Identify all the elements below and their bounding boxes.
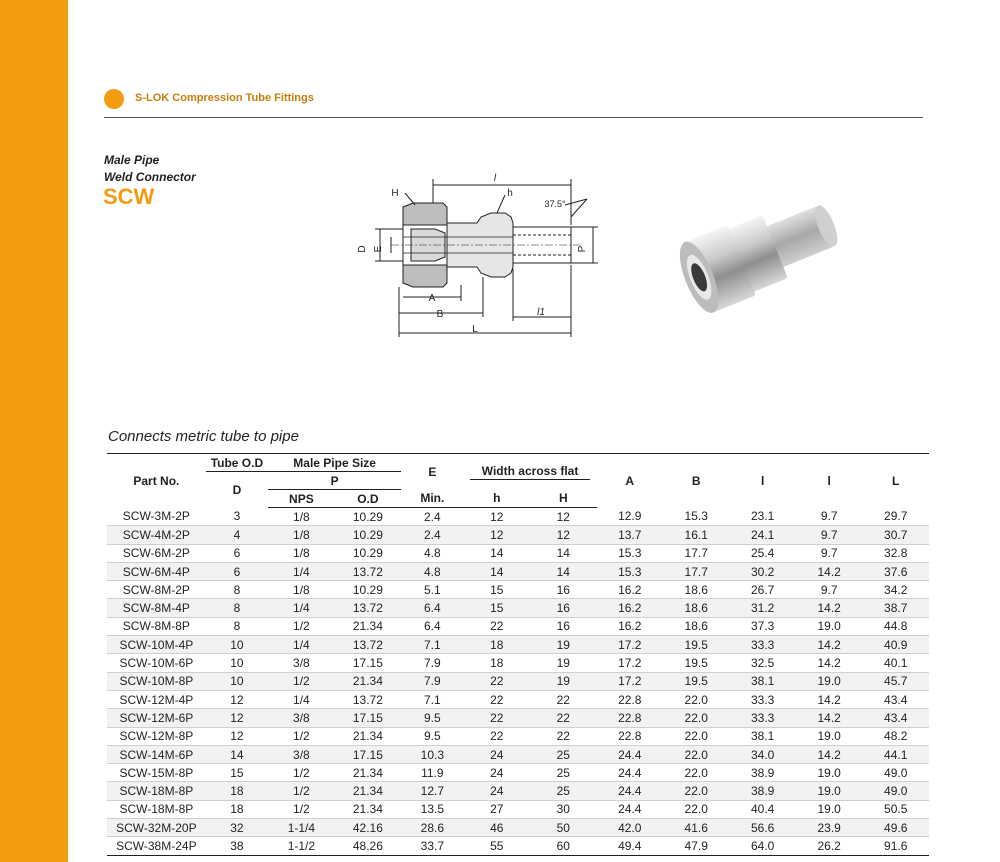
table-cell: 12 xyxy=(530,526,596,544)
table-cell: 50.5 xyxy=(862,800,929,818)
table-cell: 56.6 xyxy=(729,819,795,837)
table-cell: 12.9 xyxy=(597,508,663,526)
table-cell: 10.3 xyxy=(401,745,463,763)
table-cell: 22.0 xyxy=(663,800,729,818)
table-cell: 22.0 xyxy=(663,709,729,727)
col-l1: l xyxy=(827,473,831,488)
table-cell: 16 xyxy=(530,581,596,599)
table-cell: 42.16 xyxy=(335,819,401,837)
table-cell: 3/8 xyxy=(268,745,334,763)
table-cell: 1/2 xyxy=(268,782,334,800)
table-cell: 1/4 xyxy=(268,636,334,654)
col-l-small: l xyxy=(761,473,765,488)
table-cell: 49.4 xyxy=(597,837,663,855)
table-cell: 14 xyxy=(464,544,530,562)
part-number-cell: SCW-3M-2P xyxy=(107,508,206,526)
table-cell: 22 xyxy=(464,617,530,635)
table-cell: 49.0 xyxy=(862,764,929,782)
table-cell: 13.5 xyxy=(401,800,463,818)
table-cell: 6 xyxy=(206,562,268,580)
part-number-cell: SCW-4M-2P xyxy=(107,526,206,544)
table-cell: 22 xyxy=(464,727,530,745)
col-male-pipe-size: Male Pipe Size xyxy=(268,454,401,472)
table-cell: 8 xyxy=(206,581,268,599)
table-cell: 33.7 xyxy=(401,837,463,855)
part-number-cell: SCW-12M-6P xyxy=(107,709,206,727)
table-cell: 31.2 xyxy=(729,599,795,617)
table-cell: 22 xyxy=(464,672,530,690)
table-cell: 21.34 xyxy=(335,800,401,818)
table-cell: 18 xyxy=(206,800,268,818)
label-H: H xyxy=(391,188,399,199)
table-cell: 1/4 xyxy=(268,690,334,708)
table-cell: 49.6 xyxy=(862,819,929,837)
table-cell: 21.34 xyxy=(335,782,401,800)
table-cell: 17.2 xyxy=(597,654,663,672)
table-cell: 12 xyxy=(464,526,530,544)
table-cell: 10.29 xyxy=(335,581,401,599)
table-cell: 9.7 xyxy=(796,508,862,526)
col-part-no: Part No. xyxy=(133,473,180,488)
table-cell: 19.0 xyxy=(796,782,862,800)
part-number-cell: SCW-8M-4P xyxy=(107,599,206,617)
table-cell: 1/2 xyxy=(268,800,334,818)
table-cell: 10.29 xyxy=(335,544,401,562)
table-cell: 22.8 xyxy=(597,709,663,727)
table-cell: 12 xyxy=(206,690,268,708)
table-cell: 60 xyxy=(530,837,596,855)
table-cell: 38.9 xyxy=(729,782,795,800)
table-cell: 43.4 xyxy=(862,690,929,708)
table-cell: 12 xyxy=(206,727,268,745)
part-number-cell: SCW-8M-8P xyxy=(107,617,206,635)
table-cell: 19.0 xyxy=(796,672,862,690)
col-b: B xyxy=(691,473,701,488)
table-cell: 15 xyxy=(464,581,530,599)
table-cell: 14.2 xyxy=(796,654,862,672)
table-cell: 8 xyxy=(206,599,268,617)
table-cell: 1/4 xyxy=(268,599,334,617)
table-cell: 30.7 xyxy=(862,526,929,544)
label-E: E xyxy=(373,245,384,253)
table-cell: 17.2 xyxy=(597,636,663,654)
table-cell: 1-1/4 xyxy=(268,819,334,837)
table-cell: 15.3 xyxy=(597,544,663,562)
table-cell: 30.2 xyxy=(729,562,795,580)
table-cell: 13.7 xyxy=(597,526,663,544)
table-cell: 44.1 xyxy=(862,745,929,763)
table-cell: 14.2 xyxy=(796,636,862,654)
table-cell: 55 xyxy=(464,837,530,855)
table-cell: 9.7 xyxy=(796,581,862,599)
table-cell: 22.0 xyxy=(663,727,729,745)
table-cell: 1/8 xyxy=(268,526,334,544)
table-cell: 1/8 xyxy=(268,581,334,599)
table-cell: 32.5 xyxy=(729,654,795,672)
table-cell: 13.72 xyxy=(335,562,401,580)
table-cell: 37.6 xyxy=(862,562,929,580)
table-cell: 4.8 xyxy=(401,562,463,580)
table-cell: 19.5 xyxy=(663,636,729,654)
table-cell: 24 xyxy=(464,764,530,782)
table-row xyxy=(107,526,929,544)
col-l-total: L xyxy=(892,473,900,488)
table-cell: 22.8 xyxy=(597,727,663,745)
table-cell: 19.5 xyxy=(663,654,729,672)
table-cell: 22.0 xyxy=(663,690,729,708)
table-cell: 6.4 xyxy=(401,617,463,635)
table-cell: 9.5 xyxy=(401,727,463,745)
table-cell: 23.1 xyxy=(729,508,795,526)
table-cell: 23.9 xyxy=(796,819,862,837)
table-cell: 19.0 xyxy=(796,727,862,745)
table-cell: 14 xyxy=(530,562,596,580)
table-row xyxy=(107,508,929,526)
table-cell: 14.2 xyxy=(796,709,862,727)
table-cell: 22.0 xyxy=(663,782,729,800)
part-number-cell: SCW-10M-4P xyxy=(107,636,206,654)
table-cell: 4.8 xyxy=(401,544,463,562)
table-row xyxy=(107,819,929,837)
side-color-bar xyxy=(0,0,68,862)
table-row xyxy=(107,709,929,727)
table-cell: 12 xyxy=(464,508,530,526)
table-cell: 19 xyxy=(530,672,596,690)
table-cell: 3/8 xyxy=(268,709,334,727)
product-code: SCW xyxy=(103,184,155,209)
table-cell: 16.1 xyxy=(663,526,729,544)
table-cell: 1/8 xyxy=(268,544,334,562)
label-l1: l1 xyxy=(537,307,545,318)
header-divider xyxy=(104,117,923,118)
table-cell: 24.4 xyxy=(597,764,663,782)
table-cell: 24.1 xyxy=(729,526,795,544)
table-cell: 8 xyxy=(206,617,268,635)
table-cell: 34.0 xyxy=(729,745,795,763)
table-cell: 32.8 xyxy=(862,544,929,562)
col-e: E xyxy=(428,464,437,479)
table-cell: 22 xyxy=(464,690,530,708)
table-cell: 33.3 xyxy=(729,636,795,654)
table-cell: 16.2 xyxy=(597,581,663,599)
table-cell: 13.72 xyxy=(335,599,401,617)
part-number-cell: SCW-10M-6P xyxy=(107,654,206,672)
table-cell: 10.29 xyxy=(335,508,401,526)
table-cell: 50 xyxy=(530,819,596,837)
label-angle: 37.5° xyxy=(544,199,566,209)
col-nps: NPS xyxy=(268,490,334,508)
part-number-cell: SCW-8M-2P xyxy=(107,581,206,599)
table-cell: 10 xyxy=(206,672,268,690)
table-cell: 7.9 xyxy=(401,654,463,672)
table-row xyxy=(107,636,929,654)
table-cell: 12 xyxy=(206,709,268,727)
table-cell: 30 xyxy=(530,800,596,818)
col-h-large: H xyxy=(530,490,596,508)
table-cell: 19.0 xyxy=(796,764,862,782)
part-number-cell: SCW-18M-8P xyxy=(107,800,206,818)
table-cell: 25 xyxy=(530,745,596,763)
table-cell: 9.5 xyxy=(401,709,463,727)
table-cell: 21.34 xyxy=(335,672,401,690)
technical-drawing xyxy=(355,165,610,345)
table-cell: 17.7 xyxy=(663,544,729,562)
table-cell: 19.0 xyxy=(796,617,862,635)
table-row xyxy=(107,672,929,690)
table-cell: 22 xyxy=(464,709,530,727)
table-cell: 64.0 xyxy=(729,837,795,855)
table-cell: 15.3 xyxy=(597,562,663,580)
table-cell: 19.5 xyxy=(663,672,729,690)
table-row xyxy=(107,690,929,708)
table-cell: 25 xyxy=(530,764,596,782)
table-row xyxy=(107,599,929,617)
part-number-cell: SCW-38M-24P xyxy=(107,837,206,855)
part-number-cell: SCW-10M-8P xyxy=(107,672,206,690)
table-row xyxy=(107,562,929,580)
product-name-line2: Weld Connector xyxy=(104,170,196,184)
table-cell: 44.8 xyxy=(862,617,929,635)
table-cell: 2.4 xyxy=(401,526,463,544)
label-l: l xyxy=(493,173,497,184)
table-cell: 1/2 xyxy=(268,672,334,690)
table-cell: 15 xyxy=(206,764,268,782)
table-cell: 24 xyxy=(464,745,530,763)
dimensions-table xyxy=(107,453,929,856)
table-cell: 21.34 xyxy=(335,727,401,745)
table-cell: 17.15 xyxy=(335,654,401,672)
table-cell: 26.2 xyxy=(796,837,862,855)
table-cell: 24 xyxy=(464,782,530,800)
table-cell: 14.2 xyxy=(796,690,862,708)
table-cell: 22 xyxy=(530,690,596,708)
table-row xyxy=(107,727,929,745)
table-cell: 17.15 xyxy=(335,709,401,727)
table-cell: 40.9 xyxy=(862,636,929,654)
table-cell: 37.3 xyxy=(729,617,795,635)
col-od: O.D xyxy=(335,490,401,508)
product-name-line1: Male Pipe xyxy=(104,153,160,167)
table-cell: 34.2 xyxy=(862,581,929,599)
table-cell: 42.0 xyxy=(597,819,663,837)
table-cell: 14.2 xyxy=(796,562,862,580)
table-cell: 18 xyxy=(464,636,530,654)
label-h: h xyxy=(507,188,513,199)
table-cell: 25 xyxy=(530,782,596,800)
table-cell: 1/2 xyxy=(268,764,334,782)
product-photo xyxy=(675,190,840,320)
col-width-across-flat: Width across flat xyxy=(464,454,597,490)
col-e-min: Min. xyxy=(401,490,463,508)
table-cell: 28.6 xyxy=(401,819,463,837)
part-number-cell: SCW-18M-8P xyxy=(107,782,206,800)
label-P: P xyxy=(577,245,588,253)
table-cell: 17.2 xyxy=(597,672,663,690)
table-cell: 16 xyxy=(530,617,596,635)
table-cell: 1-1/2 xyxy=(268,837,334,855)
table-row xyxy=(107,764,929,782)
part-number-cell: SCW-12M-4P xyxy=(107,690,206,708)
table-cell: 38.1 xyxy=(729,727,795,745)
table-cell: 14 xyxy=(530,544,596,562)
table-cell: 25.4 xyxy=(729,544,795,562)
table-cell: 27 xyxy=(464,800,530,818)
table-cell: 16.2 xyxy=(597,617,663,635)
table-cell: 22 xyxy=(530,709,596,727)
table-cell: 41.6 xyxy=(663,819,729,837)
table-cell: 1/2 xyxy=(268,617,334,635)
col-a: A xyxy=(625,473,635,488)
table-cell: 15 xyxy=(464,599,530,617)
table-cell: 24.4 xyxy=(597,745,663,763)
table-cell: 13.72 xyxy=(335,690,401,708)
table-cell: 19 xyxy=(530,636,596,654)
table-cell: 10 xyxy=(206,654,268,672)
col-p: P xyxy=(268,472,401,490)
table-cell: 9.7 xyxy=(796,544,862,562)
table-cell: 18 xyxy=(206,782,268,800)
table-cell: 12 xyxy=(530,508,596,526)
table-cell: 22 xyxy=(530,727,596,745)
col-tube-od: Tube O.D xyxy=(206,454,268,472)
table-cell: 1/2 xyxy=(268,727,334,745)
table-row xyxy=(107,544,929,562)
table-cell: 18.6 xyxy=(663,581,729,599)
table-cell: 38.1 xyxy=(729,672,795,690)
table-cell: 7.9 xyxy=(401,672,463,690)
table-cell: 7.1 xyxy=(401,690,463,708)
table-cell: 21.34 xyxy=(335,617,401,635)
table-caption: Connects metric tube to pipe xyxy=(108,428,299,445)
table-cell: 46 xyxy=(464,819,530,837)
table-cell: 9.7 xyxy=(796,526,862,544)
table-cell: 14 xyxy=(464,562,530,580)
table-row xyxy=(107,837,929,855)
table-row xyxy=(107,654,929,672)
table-cell: 19 xyxy=(530,654,596,672)
table-row xyxy=(107,782,929,800)
table-row xyxy=(107,617,929,635)
table-cell: 40.1 xyxy=(862,654,929,672)
header-title: S-LOK Compression Tube Fittings xyxy=(135,92,314,104)
table-cell: 33.3 xyxy=(729,690,795,708)
col-tube-od-d: D xyxy=(232,482,242,497)
table-cell: 24.4 xyxy=(597,800,663,818)
table-cell: 3/8 xyxy=(268,654,334,672)
table-cell: 10.29 xyxy=(335,526,401,544)
part-number-cell: SCW-12M-8P xyxy=(107,727,206,745)
label-D: D xyxy=(357,245,368,253)
table-cell: 6.4 xyxy=(401,599,463,617)
table-cell: 2.4 xyxy=(401,508,463,526)
table-cell: 21.34 xyxy=(335,764,401,782)
col-h-small: h xyxy=(464,490,530,508)
table-cell: 10 xyxy=(206,636,268,654)
table-cell: 3 xyxy=(206,508,268,526)
table-cell: 4 xyxy=(206,526,268,544)
table-cell: 14.2 xyxy=(796,599,862,617)
table-cell: 11.9 xyxy=(401,764,463,782)
table-cell: 17.15 xyxy=(335,745,401,763)
table-cell: 22.0 xyxy=(663,764,729,782)
table-cell: 22.0 xyxy=(663,745,729,763)
table-cell: 1/8 xyxy=(268,508,334,526)
table-row xyxy=(107,745,929,763)
table-cell: 24.4 xyxy=(597,782,663,800)
label-B: B xyxy=(436,309,444,320)
label-A: A xyxy=(428,293,436,304)
table-cell: 49.0 xyxy=(862,782,929,800)
table-cell: 43.4 xyxy=(862,709,929,727)
table-row xyxy=(107,581,929,599)
table-cell: 22.8 xyxy=(597,690,663,708)
table-cell: 38.9 xyxy=(729,764,795,782)
table-cell: 7.1 xyxy=(401,636,463,654)
part-number-cell: SCW-32M-20P xyxy=(107,819,206,837)
table-cell: 38.7 xyxy=(862,599,929,617)
table-cell: 18 xyxy=(464,654,530,672)
header-bullet-icon xyxy=(104,89,124,109)
table-cell: 12.7 xyxy=(401,782,463,800)
table-cell: 48.26 xyxy=(335,837,401,855)
table-cell: 18.6 xyxy=(663,599,729,617)
table-cell: 17.7 xyxy=(663,562,729,580)
table-cell: 18.6 xyxy=(663,617,729,635)
table-cell: 29.7 xyxy=(862,508,929,526)
table-cell: 1/4 xyxy=(268,562,334,580)
part-number-cell: SCW-6M-4P xyxy=(107,562,206,580)
table-cell: 19.0 xyxy=(796,800,862,818)
table-cell: 5.1 xyxy=(401,581,463,599)
table-cell: 38 xyxy=(206,837,268,855)
table-cell: 16 xyxy=(530,599,596,617)
table-cell: 26.7 xyxy=(729,581,795,599)
table-cell: 13.72 xyxy=(335,636,401,654)
table-cell: 48.2 xyxy=(862,727,929,745)
table-cell: 32 xyxy=(206,819,268,837)
part-number-cell: SCW-6M-2P xyxy=(107,544,206,562)
table-cell: 33.3 xyxy=(729,709,795,727)
table-cell: 40.4 xyxy=(729,800,795,818)
table-cell: 14.2 xyxy=(796,745,862,763)
table-cell: 15.3 xyxy=(663,508,729,526)
label-L: L xyxy=(472,324,478,335)
table-cell: 14 xyxy=(206,745,268,763)
table-cell: 47.9 xyxy=(663,837,729,855)
table-cell: 91.6 xyxy=(862,837,929,855)
table-cell: 45.7 xyxy=(862,672,929,690)
part-number-cell: SCW-14M-6P xyxy=(107,745,206,763)
table-row xyxy=(107,800,929,818)
table-cell: 6 xyxy=(206,544,268,562)
part-number-cell: SCW-15M-8P xyxy=(107,764,206,782)
table-cell: 16.2 xyxy=(597,599,663,617)
